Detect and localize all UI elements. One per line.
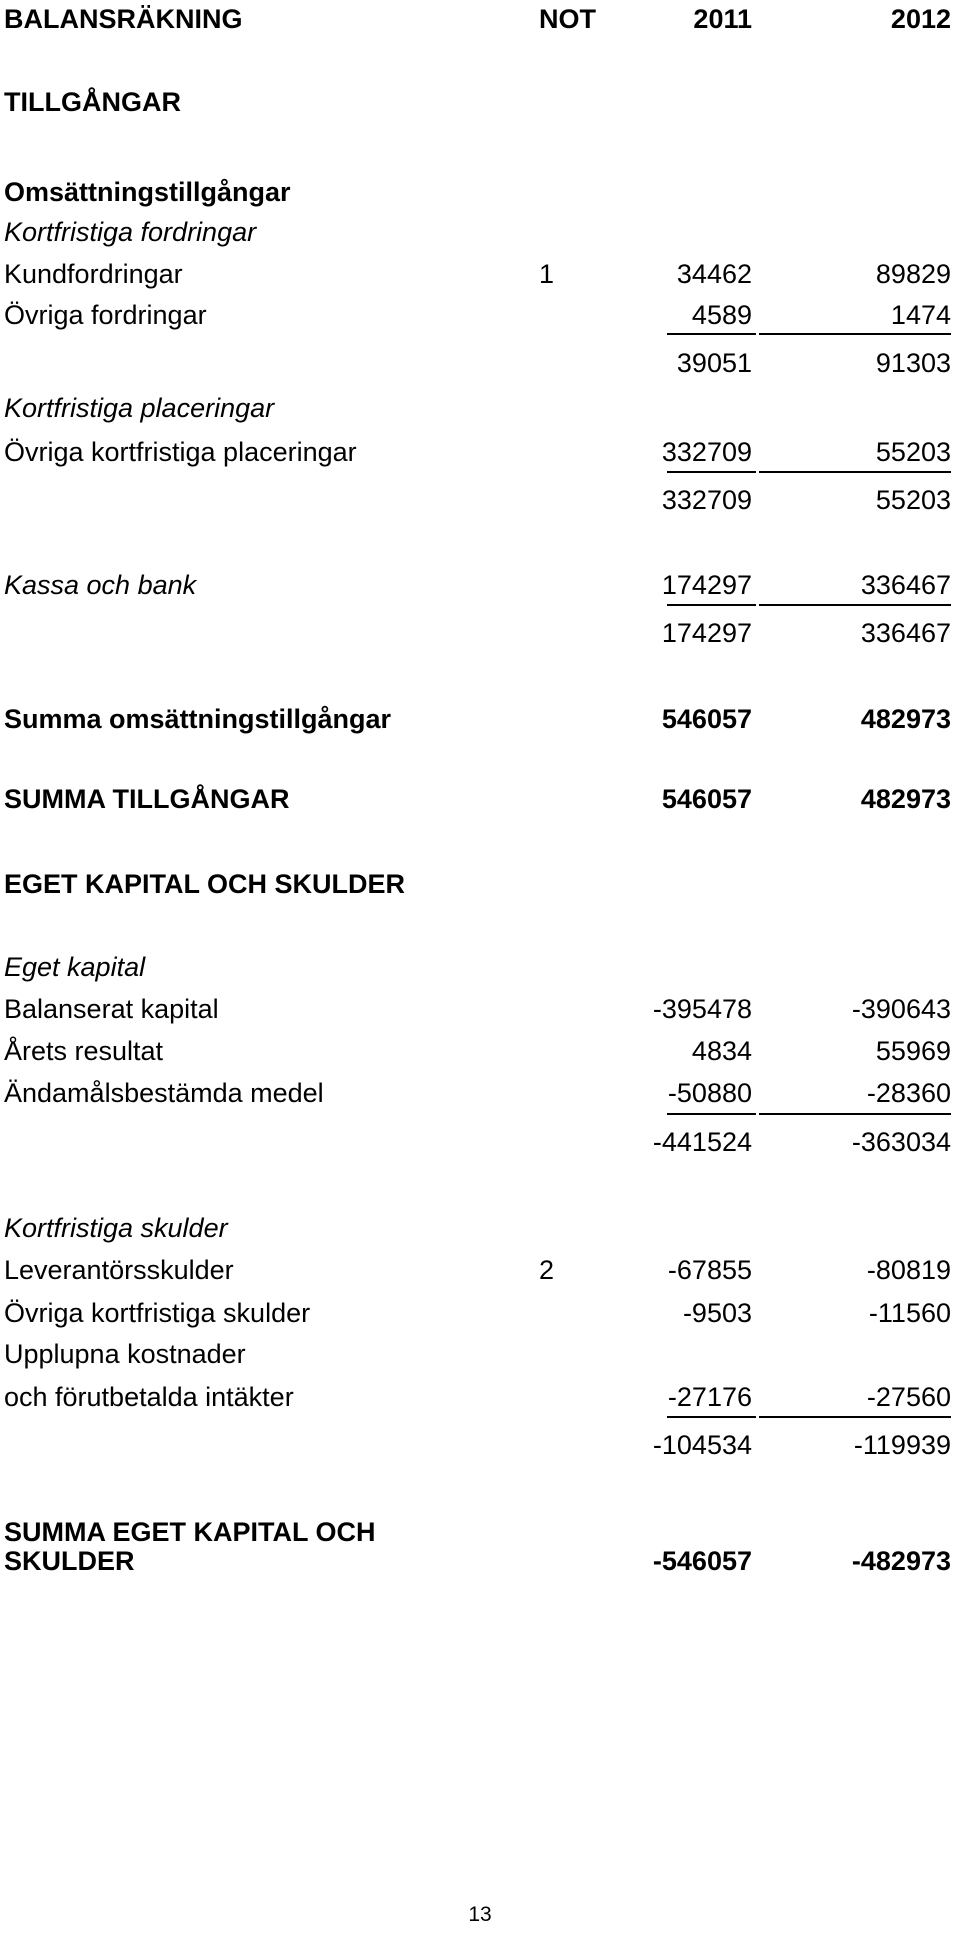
liabilities-heading: Kortfristiga skulder <box>4 1213 228 1243</box>
total-row: SUMMA TILLGÅNGAR 546057 482973 <box>4 784 951 814</box>
subtotal-row: 39051 91303 <box>676 348 951 378</box>
table-row: Årets resultat 4834 55969 <box>4 1036 951 1066</box>
total-row: Summa omsättningstillgångar 546057 482973 <box>4 704 951 734</box>
subtotal-rule <box>667 471 756 473</box>
subtotal-row: -441524 -363034 <box>652 1127 951 1157</box>
subtotal-row: 332709 55203 <box>661 485 951 515</box>
subtotal-rule <box>667 1416 756 1418</box>
equity-liabilities-heading: EGET KAPITAL OCH SKULDER <box>4 869 406 899</box>
table-row: Övriga kortfristiga placeringar 332709 55203 <box>4 437 951 467</box>
subtotal-rule <box>759 333 951 335</box>
subtotal-rule <box>759 471 951 473</box>
subtotal-rule <box>667 1113 756 1115</box>
receivables-heading: Kortfristiga fordringar <box>4 217 257 247</box>
assets-heading: TILLGÅNGAR <box>4 87 181 117</box>
current-assets-heading: Omsättningstillgångar <box>4 177 291 207</box>
page-number: 13 <box>468 1903 492 1926</box>
placements-heading: Kortfristiga placeringar <box>4 393 275 423</box>
table-row: och förutbetalda intäkter -27176 -27560 <box>4 1382 951 1412</box>
subtotal-rule <box>759 1416 951 1418</box>
subtotal-row: 174297 336467 <box>661 618 951 648</box>
table-header <box>0 4 960 34</box>
table-row: Balanserat kapital -395478 -390643 <box>4 994 951 1024</box>
table-row: Kundfordringar 1 34462 89829 <box>4 259 951 289</box>
subtotal-rule <box>667 333 756 335</box>
page-title: BALANSRÄKNING <box>4 4 243 34</box>
year-2012-header: 2012 <box>890 4 951 34</box>
subtotal-row: -104534 -119939 <box>652 1430 951 1460</box>
subtotal-rule <box>759 604 951 606</box>
grand-total-label-line: SUMMA EGET KAPITAL OCH <box>4 1517 376 1547</box>
table-row: Kassa och bank 174297 336467 <box>4 570 951 600</box>
subtotal-rule <box>759 1113 951 1115</box>
equity-heading: Eget kapital <box>4 952 146 982</box>
note-column-header: NOT <box>539 4 596 34</box>
subtotal-rule <box>667 604 756 606</box>
table-row: Ändamålsbestämda medel -50880 -28360 <box>4 1078 951 1108</box>
year-2011-header: 2011 <box>693 4 752 34</box>
grand-total-row: SKULDER -546057 -482973 <box>4 1546 951 1576</box>
table-row-label-line: Upplupna kostnader <box>4 1339 246 1369</box>
table-row: Övriga kortfristiga skulder -9503 -11560 <box>4 1298 951 1328</box>
table-row: Leverantörsskulder 2 -67855 -80819 <box>4 1255 951 1285</box>
table-row: Övriga fordringar 4589 1474 <box>4 300 951 330</box>
